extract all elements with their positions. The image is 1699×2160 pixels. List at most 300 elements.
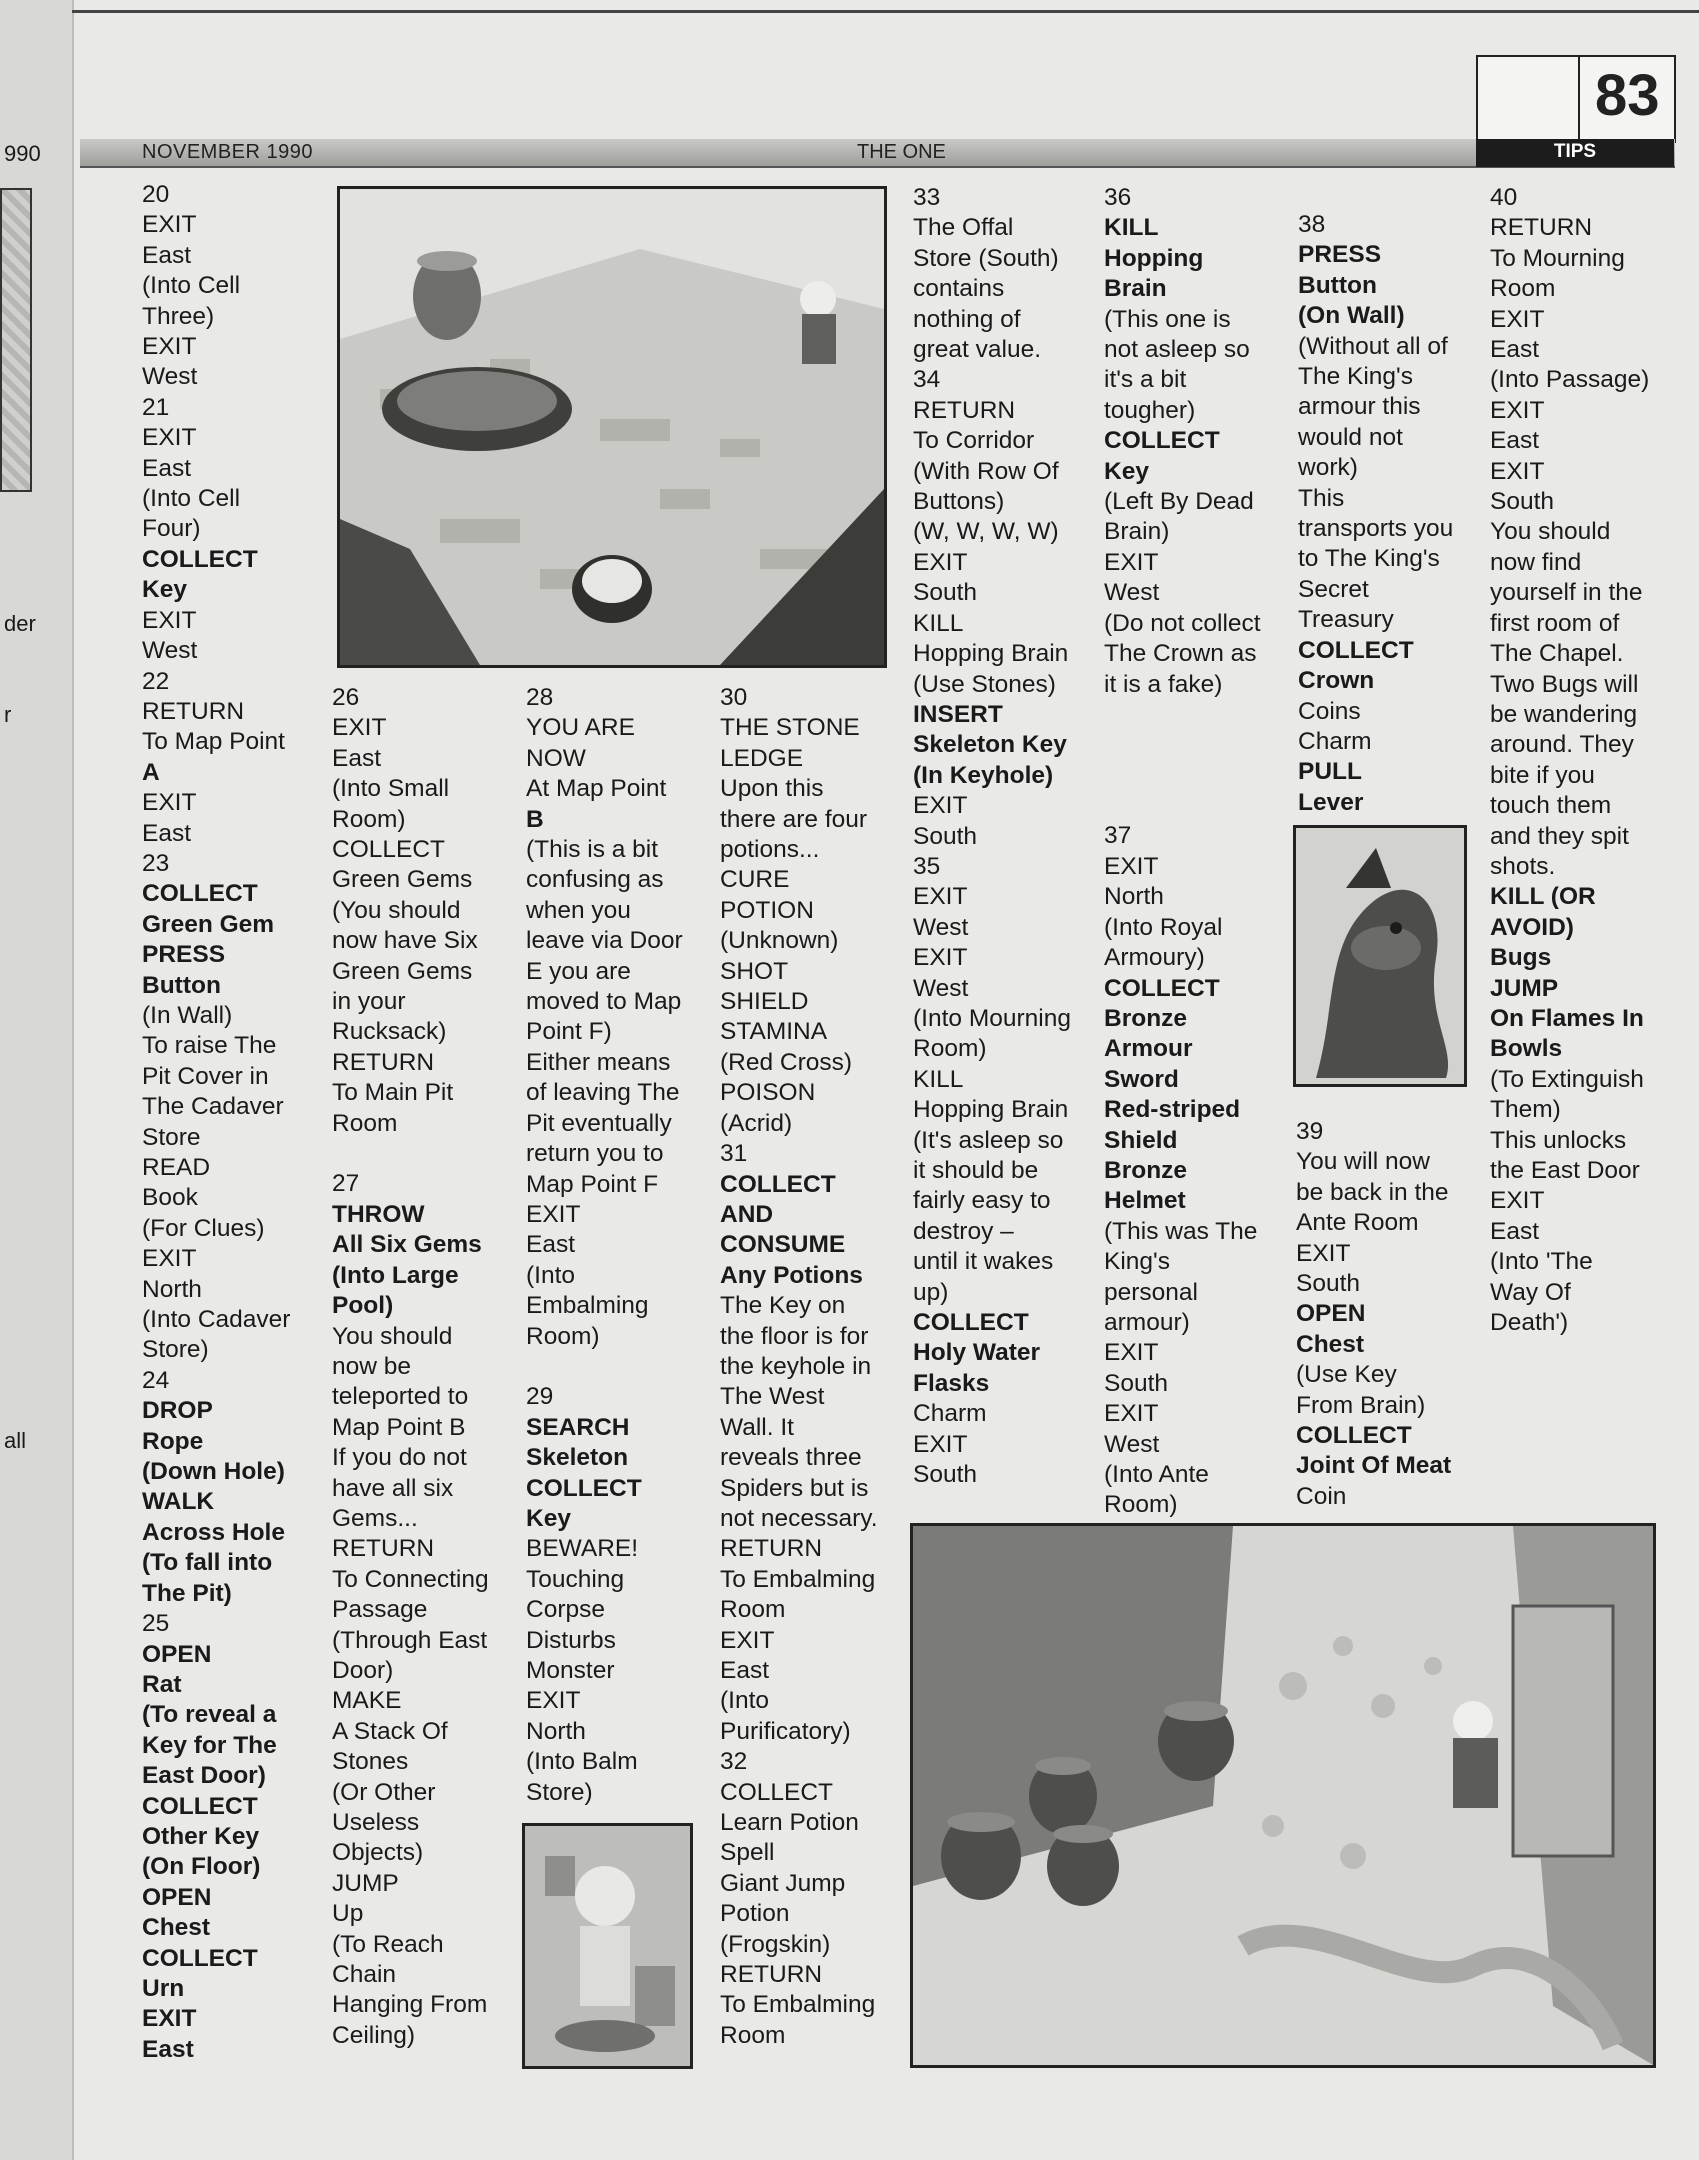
tip-line: Sword bbox=[1104, 1065, 1179, 1093]
tip-line: East bbox=[1490, 1217, 1540, 1245]
tip-line: EXIT bbox=[142, 211, 197, 239]
tip-line: Point F) bbox=[526, 1018, 612, 1046]
tips-column-2 bbox=[332, 683, 522, 2051]
tip-line: (Red Cross) bbox=[720, 1048, 853, 1076]
tip-line: Wall. It bbox=[720, 1413, 794, 1441]
tip-line: 20 bbox=[142, 181, 170, 208]
page-number: 83 bbox=[1595, 63, 1660, 128]
tip-line: Disturbs bbox=[526, 1626, 616, 1654]
tip-line: Room bbox=[720, 1596, 786, 1624]
tip-line: (To reveal a bbox=[142, 1701, 277, 1729]
tip-line: Chest bbox=[142, 1914, 211, 1942]
tip-line: East bbox=[1490, 427, 1540, 455]
tip-line: Book bbox=[142, 1184, 198, 1212]
tip-line: OPEN bbox=[142, 1883, 212, 1911]
tip-line: You should bbox=[332, 1322, 453, 1350]
tip-line: moved to Map bbox=[526, 988, 682, 1016]
tip-line: EXIT bbox=[1104, 1339, 1159, 1367]
tip-line: KILL bbox=[913, 609, 964, 637]
tip-line: teleported to bbox=[332, 1383, 469, 1411]
tip-line: Button bbox=[1298, 271, 1377, 299]
tip-line: (To Reach bbox=[332, 1930, 444, 1958]
tip-line: Ante Room bbox=[1296, 1209, 1419, 1237]
tip-line: OPEN bbox=[142, 1640, 212, 1668]
tip-line: 24 bbox=[142, 1366, 170, 1394]
tip-line: (This was The bbox=[1104, 1217, 1258, 1245]
tip-line: Map Point B bbox=[332, 1413, 466, 1441]
tip-line: the floor is for bbox=[720, 1322, 869, 1350]
section-label: TIPS bbox=[1553, 141, 1597, 162]
facing-page-image bbox=[0, 188, 32, 492]
tip-line: PRESS bbox=[142, 941, 226, 969]
tip-line: RETURN bbox=[720, 1961, 823, 1989]
tip-line: transports you bbox=[1298, 515, 1454, 543]
tip-line: (Into 'The bbox=[1490, 1248, 1593, 1276]
tip-line: Door) bbox=[332, 1656, 394, 1684]
tip-line: Spell bbox=[720, 1839, 775, 1867]
tip-line: RETURN bbox=[913, 396, 1016, 424]
top-rule bbox=[72, 10, 1699, 13]
tip-line: Hopping Brain bbox=[913, 1096, 1069, 1124]
tip-line: Green Gem bbox=[142, 910, 275, 938]
tip-line: (This one is bbox=[1104, 305, 1231, 333]
tip-line bbox=[1104, 791, 1294, 821]
tip-line: (Into Ante bbox=[1104, 1461, 1209, 1488]
tip-line: WALK bbox=[142, 1488, 215, 1516]
tip-line: (Down Hole) bbox=[142, 1458, 285, 1486]
tip-line: COLLECT bbox=[1104, 974, 1220, 1002]
tip-line: KILL (OR bbox=[1490, 883, 1596, 911]
tip-line: fairly easy to bbox=[913, 1187, 1051, 1215]
tip-line: first room of bbox=[1490, 609, 1620, 637]
tip-line: Bowls bbox=[1490, 1035, 1563, 1063]
tip-line: (This is a bit bbox=[526, 836, 659, 864]
tip-line: up) bbox=[913, 1278, 949, 1306]
tip-line: Chain bbox=[332, 1961, 397, 1989]
tip-line: have all six bbox=[332, 1474, 454, 1502]
tip-line: Way Of bbox=[1490, 1278, 1571, 1306]
tip-line: Room bbox=[1490, 275, 1556, 303]
tips-column-1 bbox=[142, 180, 332, 2065]
issue-date: NOVEMBER 1990 bbox=[142, 141, 314, 163]
tip-line: POTION bbox=[720, 896, 814, 924]
tip-line: be back in the bbox=[1296, 1178, 1449, 1206]
tip-line: South bbox=[913, 1461, 978, 1489]
tip-line: (To fall into bbox=[142, 1549, 273, 1577]
tip-line: To Embalming bbox=[720, 1565, 876, 1593]
tip-line: CONSUME bbox=[720, 1231, 846, 1259]
tip-line: All Six Gems bbox=[332, 1231, 482, 1259]
tip-line: COLLECT bbox=[142, 1944, 258, 1972]
tip-line: B bbox=[526, 805, 544, 833]
tip-line: EXIT bbox=[142, 424, 197, 452]
tip-line: COLLECT bbox=[1296, 1422, 1412, 1450]
tip-line: Any Potions bbox=[720, 1261, 863, 1289]
tip-line: Brain bbox=[1104, 275, 1167, 303]
tip-line: reveals three bbox=[720, 1444, 862, 1472]
tip-line: 28 bbox=[526, 684, 554, 711]
tip-line: 35 bbox=[913, 852, 941, 880]
tip-line: tougher) bbox=[1104, 396, 1196, 424]
tip-line: Joint Of Meat bbox=[1296, 1452, 1452, 1480]
tip-line: The West bbox=[720, 1383, 825, 1411]
game-screenshot-boat bbox=[337, 186, 887, 668]
tip-line: 34 bbox=[913, 366, 941, 394]
tip-line: Room) bbox=[332, 805, 406, 833]
tip-line: To Connecting bbox=[332, 1565, 489, 1593]
tip-line: A Stack Of bbox=[332, 1717, 448, 1745]
tip-line: POISON bbox=[720, 1079, 816, 1107]
tip-line: 21 bbox=[142, 393, 170, 421]
tip-line: The King's bbox=[1298, 363, 1413, 391]
tip-line: 37 bbox=[1104, 822, 1132, 850]
tip-line: West bbox=[142, 363, 198, 391]
tip-line: COLLECT bbox=[1298, 636, 1414, 664]
tip-line: The Chapel. bbox=[1490, 640, 1624, 668]
tip-line: (Use Stones) bbox=[913, 670, 1056, 698]
game-screenshot-dragon bbox=[1293, 825, 1467, 1087]
tip-line: it should be bbox=[913, 1157, 1039, 1184]
tip-line bbox=[1104, 700, 1294, 730]
tip-line: 22 bbox=[142, 667, 170, 695]
tip-line: to The King's bbox=[1298, 545, 1440, 573]
tip-line: Pit Cover in bbox=[142, 1062, 269, 1090]
tip-line: If you do not bbox=[332, 1444, 467, 1472]
tip-line: it is a fake) bbox=[1104, 670, 1223, 698]
tip-line: Charm bbox=[913, 1400, 987, 1428]
tip-line: Map Point F bbox=[526, 1170, 659, 1198]
tip-line: COLLECT bbox=[1104, 427, 1220, 455]
tip-line: Armoury) bbox=[1104, 944, 1205, 972]
tip-line: A bbox=[142, 758, 160, 786]
tip-line: This bbox=[1298, 484, 1345, 512]
tip-line: East Door) bbox=[142, 1762, 266, 1790]
tip-line: Them) bbox=[1490, 1096, 1561, 1124]
tip-line: Buttons) bbox=[913, 488, 1005, 516]
tip-line: South bbox=[1296, 1270, 1361, 1298]
tip-line: INSERT bbox=[913, 700, 1003, 728]
tip-line: EXIT bbox=[1296, 1239, 1351, 1267]
tip-line: Room bbox=[332, 1109, 398, 1137]
tip-line: Lever bbox=[1298, 788, 1364, 816]
tip-line: Urn bbox=[142, 1974, 185, 2002]
tip-line: Purificatory) bbox=[720, 1717, 851, 1745]
tip-line: contains bbox=[913, 275, 1005, 303]
tip-line: shots. bbox=[1490, 852, 1556, 880]
tip-line: (In Wall) bbox=[142, 1001, 233, 1029]
tip-line: Rope bbox=[142, 1427, 204, 1455]
tip-line: 31 bbox=[720, 1140, 748, 1168]
tip-line: PULL bbox=[1298, 758, 1362, 786]
tip-line: destroy – bbox=[913, 1217, 1014, 1245]
tip-line: (Use Key bbox=[1296, 1361, 1397, 1389]
tip-line: EXIT bbox=[913, 944, 968, 972]
tip-line: personal bbox=[1104, 1278, 1198, 1306]
tip-line: READ bbox=[142, 1154, 211, 1181]
tip-line: North bbox=[526, 1717, 586, 1745]
tip-line: MAKE bbox=[332, 1687, 402, 1715]
tip-line: (Into Royal bbox=[1104, 913, 1223, 941]
tip-line: Helmet bbox=[1104, 1187, 1186, 1215]
tip-line: Key bbox=[1104, 457, 1149, 485]
tip-line: Either means bbox=[526, 1048, 671, 1076]
tip-line: Flasks bbox=[913, 1369, 990, 1397]
tip-line: To Embalming bbox=[720, 1991, 876, 2019]
tip-line: Death') bbox=[1490, 1309, 1569, 1337]
tip-line: (Into bbox=[720, 1687, 770, 1715]
tip-line: Bronze bbox=[1104, 1004, 1188, 1032]
tip-line: (Through East bbox=[332, 1626, 488, 1654]
tips-column-5 bbox=[913, 183, 1103, 1490]
tip-line: NOW bbox=[526, 744, 586, 772]
tip-line: the East Door bbox=[1490, 1157, 1640, 1184]
tips-column-3 bbox=[526, 683, 716, 1808]
tip-line bbox=[1104, 761, 1294, 791]
tip-line: Potion bbox=[720, 1900, 790, 1928]
tip-line: Room) bbox=[913, 1035, 987, 1063]
facing-page-fragment: der bbox=[4, 611, 36, 636]
tip-line: Treasury bbox=[1298, 606, 1394, 634]
tip-line: From Brain) bbox=[1296, 1391, 1426, 1419]
tip-line: Touching bbox=[526, 1565, 625, 1593]
tip-line: Giant Jump bbox=[720, 1869, 846, 1897]
tip-line: Shield bbox=[1104, 1126, 1178, 1154]
tip-line: AND bbox=[720, 1200, 774, 1228]
tip-line: EXIT bbox=[142, 789, 197, 817]
tip-line: West bbox=[1104, 1430, 1160, 1458]
tip-line: EXIT bbox=[913, 1430, 968, 1458]
tip-line: THE STONE bbox=[720, 714, 860, 742]
tip-line: KILL bbox=[913, 1065, 964, 1093]
tip-line: East bbox=[142, 241, 192, 269]
tip-line: 30 bbox=[720, 684, 748, 711]
tip-line: East bbox=[142, 454, 192, 482]
tip-line: Hopping bbox=[1104, 244, 1204, 272]
tip-line: AVOID) bbox=[1490, 913, 1574, 941]
tip-line: (Do not collect bbox=[1104, 609, 1261, 637]
tip-line: RETURN bbox=[142, 697, 245, 725]
tip-line: (Into Large bbox=[332, 1261, 459, 1289]
tip-line: Button bbox=[142, 971, 221, 999]
tip-line: EXIT bbox=[142, 333, 197, 361]
tip-line: EXIT bbox=[1104, 1400, 1159, 1428]
tip-line: 40 bbox=[1490, 184, 1518, 211]
tip-line: (Or Other bbox=[332, 1778, 436, 1806]
tip-line: EXIT bbox=[1490, 1187, 1545, 1215]
tip-line: The Pit) bbox=[142, 1579, 232, 1607]
tip-line: Stones bbox=[332, 1748, 409, 1776]
tip-line: Skeleton Key bbox=[913, 731, 1067, 759]
tip-line: Coin bbox=[1296, 1482, 1347, 1510]
tip-line: Up bbox=[332, 1900, 364, 1928]
tip-line: Green Gems bbox=[332, 957, 473, 985]
tip-line: DROP bbox=[142, 1397, 213, 1425]
tip-line: there are four bbox=[720, 805, 868, 833]
tip-line: Holy Water bbox=[913, 1339, 1041, 1367]
tip-line: 38 bbox=[1298, 211, 1326, 238]
tip-line: South bbox=[1490, 488, 1555, 516]
tip-line: BEWARE! bbox=[526, 1535, 639, 1563]
tip-line: (With Row Of bbox=[913, 457, 1059, 485]
tip-line: EXIT bbox=[913, 883, 968, 911]
tip-line: The Cadaver bbox=[142, 1093, 284, 1121]
facing-page-fragment: r bbox=[4, 702, 12, 727]
tip-line: The Offal bbox=[913, 214, 1014, 242]
tip-line: not necessary. bbox=[720, 1504, 878, 1532]
tip-line: CURE bbox=[720, 866, 790, 894]
tip-line: and they spit bbox=[1490, 822, 1629, 850]
tip-line: Three) bbox=[142, 302, 215, 330]
tip-line: (Frogskin) bbox=[720, 1930, 831, 1958]
tip-line: EXIT bbox=[1490, 396, 1545, 424]
tip-line: LEDGE bbox=[720, 744, 804, 772]
tip-line: SHIELD bbox=[720, 988, 809, 1016]
tip-line: now find bbox=[1490, 548, 1582, 576]
tip-line: the keyhole in bbox=[720, 1352, 872, 1380]
tip-line: North bbox=[142, 1275, 202, 1303]
tip-line: not asleep so bbox=[1104, 336, 1250, 364]
tip-line: East bbox=[142, 819, 192, 847]
tip-line: E you are bbox=[526, 957, 631, 985]
tip-line: To Map Point bbox=[142, 728, 285, 756]
tip-line: Key for The bbox=[142, 1731, 277, 1759]
tip-line: Green Gems bbox=[332, 866, 473, 894]
tip-line: To raise The bbox=[142, 1032, 277, 1060]
tip-line: On Flames In bbox=[1490, 1004, 1644, 1032]
tip-line: Brain) bbox=[1104, 518, 1170, 546]
tip-line: Spiders but is bbox=[720, 1474, 869, 1502]
tip-line: You should bbox=[1490, 518, 1611, 546]
tip-line: STAMINA bbox=[720, 1018, 828, 1046]
tip-line: EXIT bbox=[1104, 548, 1159, 576]
tip-line: (Left By Dead bbox=[1104, 488, 1254, 516]
tip-line: Crown bbox=[1298, 667, 1375, 695]
tip-line: EXIT bbox=[142, 606, 197, 634]
tip-line: South bbox=[913, 579, 978, 607]
tips-column-7 bbox=[1298, 210, 1488, 818]
tip-line: EXIT bbox=[142, 2005, 197, 2033]
tip-line: Passage bbox=[332, 1596, 428, 1624]
tip-line: (Unknown) bbox=[720, 927, 839, 955]
tip-line: EXIT bbox=[526, 1687, 581, 1715]
tip-line: EXIT bbox=[142, 1245, 197, 1273]
tip-line: bite if you bbox=[1490, 761, 1595, 789]
facing-page-fragment: 990 bbox=[4, 141, 41, 166]
tip-line: Four) bbox=[142, 515, 201, 543]
tip-line: EXIT bbox=[913, 548, 968, 576]
tip-line: North bbox=[1104, 883, 1164, 911]
tip-line: South bbox=[1104, 1369, 1169, 1397]
tip-line: touch them bbox=[1490, 792, 1612, 820]
tip-line: 26 bbox=[332, 684, 360, 711]
tip-line: Upon this bbox=[720, 775, 824, 803]
tip-line: COLLECT bbox=[142, 545, 258, 573]
tip-line: COLLECT bbox=[720, 1778, 834, 1806]
tip-line: yourself in the bbox=[1490, 579, 1643, 607]
tip-line: Room) bbox=[1104, 1491, 1178, 1519]
tip-line: be wandering bbox=[1490, 700, 1638, 728]
tip-line: Hanging From bbox=[332, 1991, 488, 2019]
tip-line: SEARCH bbox=[526, 1413, 630, 1441]
tip-line: 33 bbox=[913, 184, 941, 211]
tip-line: leave via Door bbox=[526, 927, 683, 955]
tip-line: when you bbox=[526, 896, 631, 924]
tip-line: armour) bbox=[1104, 1308, 1190, 1336]
tip-line: Charm bbox=[1298, 727, 1372, 755]
tip-line: COLLECT bbox=[142, 880, 258, 908]
tip-line: This unlocks bbox=[1490, 1126, 1627, 1154]
tips-column-4 bbox=[720, 683, 910, 2051]
tip-line: (Into Passage) bbox=[1490, 366, 1650, 394]
tip-line: (Without all of bbox=[1298, 332, 1448, 360]
tip-line: KILL bbox=[1104, 214, 1159, 242]
tip-line: RETURN bbox=[720, 1535, 823, 1563]
tip-line: East bbox=[332, 744, 382, 772]
tip-line: Other Key bbox=[142, 1822, 260, 1850]
tip-line: COLLECT bbox=[332, 836, 446, 864]
tip-line: (Into Mourning bbox=[913, 1004, 1071, 1032]
tip-line: West bbox=[913, 913, 969, 941]
tip-line: (Into Balm bbox=[526, 1748, 638, 1776]
tip-line: King's bbox=[1104, 1248, 1170, 1276]
tip-line: (On Wall) bbox=[1298, 302, 1405, 330]
tip-line: in your bbox=[332, 988, 406, 1016]
tip-line: Learn Potion bbox=[720, 1809, 859, 1837]
tip-line: SHOT bbox=[720, 957, 789, 985]
tip-line: Room bbox=[720, 2021, 786, 2049]
tip-line bbox=[1104, 730, 1294, 760]
tip-line: it's a bit bbox=[1104, 366, 1187, 394]
tip-line: EXIT bbox=[1490, 457, 1545, 485]
tip-line: OPEN bbox=[1296, 1300, 1366, 1328]
tip-line: (For Clues) bbox=[142, 1214, 265, 1242]
magazine-name: THE ONE bbox=[857, 141, 946, 163]
tip-line: return you to bbox=[526, 1140, 664, 1168]
tip-line: Ceiling) bbox=[332, 2021, 416, 2049]
tip-line: PRESS bbox=[1298, 241, 1382, 269]
tip-line: Rat bbox=[142, 1670, 182, 1698]
tip-line: (Into Cadaver bbox=[142, 1306, 291, 1334]
tip-line: Skeleton bbox=[526, 1444, 629, 1472]
tip-line: RETURN bbox=[332, 1535, 435, 1563]
tip-line: JUMP bbox=[332, 1869, 399, 1897]
tip-line: JUMP bbox=[1490, 974, 1559, 1002]
tip-line: Secret bbox=[1298, 575, 1369, 603]
tip-line: THROW bbox=[332, 1200, 425, 1228]
tip-line: (W, W, W, W) bbox=[913, 518, 1059, 546]
tip-line: 25 bbox=[142, 1610, 170, 1638]
tip-line: East bbox=[526, 1231, 576, 1259]
tip-line: The Key on bbox=[720, 1292, 846, 1320]
tip-line: (In Keyhole) bbox=[913, 761, 1054, 789]
tip-line: Bronze bbox=[1104, 1156, 1188, 1184]
tip-line: Pool) bbox=[332, 1292, 394, 1320]
tip-line: around. They bbox=[1490, 731, 1634, 759]
tip-line: Key bbox=[142, 576, 187, 604]
tip-line: EXIT bbox=[720, 1626, 775, 1654]
tip-line: Store (South) bbox=[913, 244, 1059, 272]
tip-line: To Mourning bbox=[1490, 244, 1625, 272]
game-screenshot-barrels bbox=[910, 1523, 1656, 2068]
tip-line: To Main Pit bbox=[332, 1079, 454, 1107]
tip-line: East bbox=[142, 2035, 194, 2063]
tip-line: 27 bbox=[332, 1170, 360, 1198]
tip-line: Objects) bbox=[332, 1839, 424, 1867]
tip-line: Rucksack) bbox=[332, 1018, 447, 1046]
tip-line: West bbox=[1104, 579, 1160, 607]
tip-line: EXIT bbox=[526, 1200, 581, 1228]
game-screenshot-skeleton bbox=[522, 1823, 693, 2069]
